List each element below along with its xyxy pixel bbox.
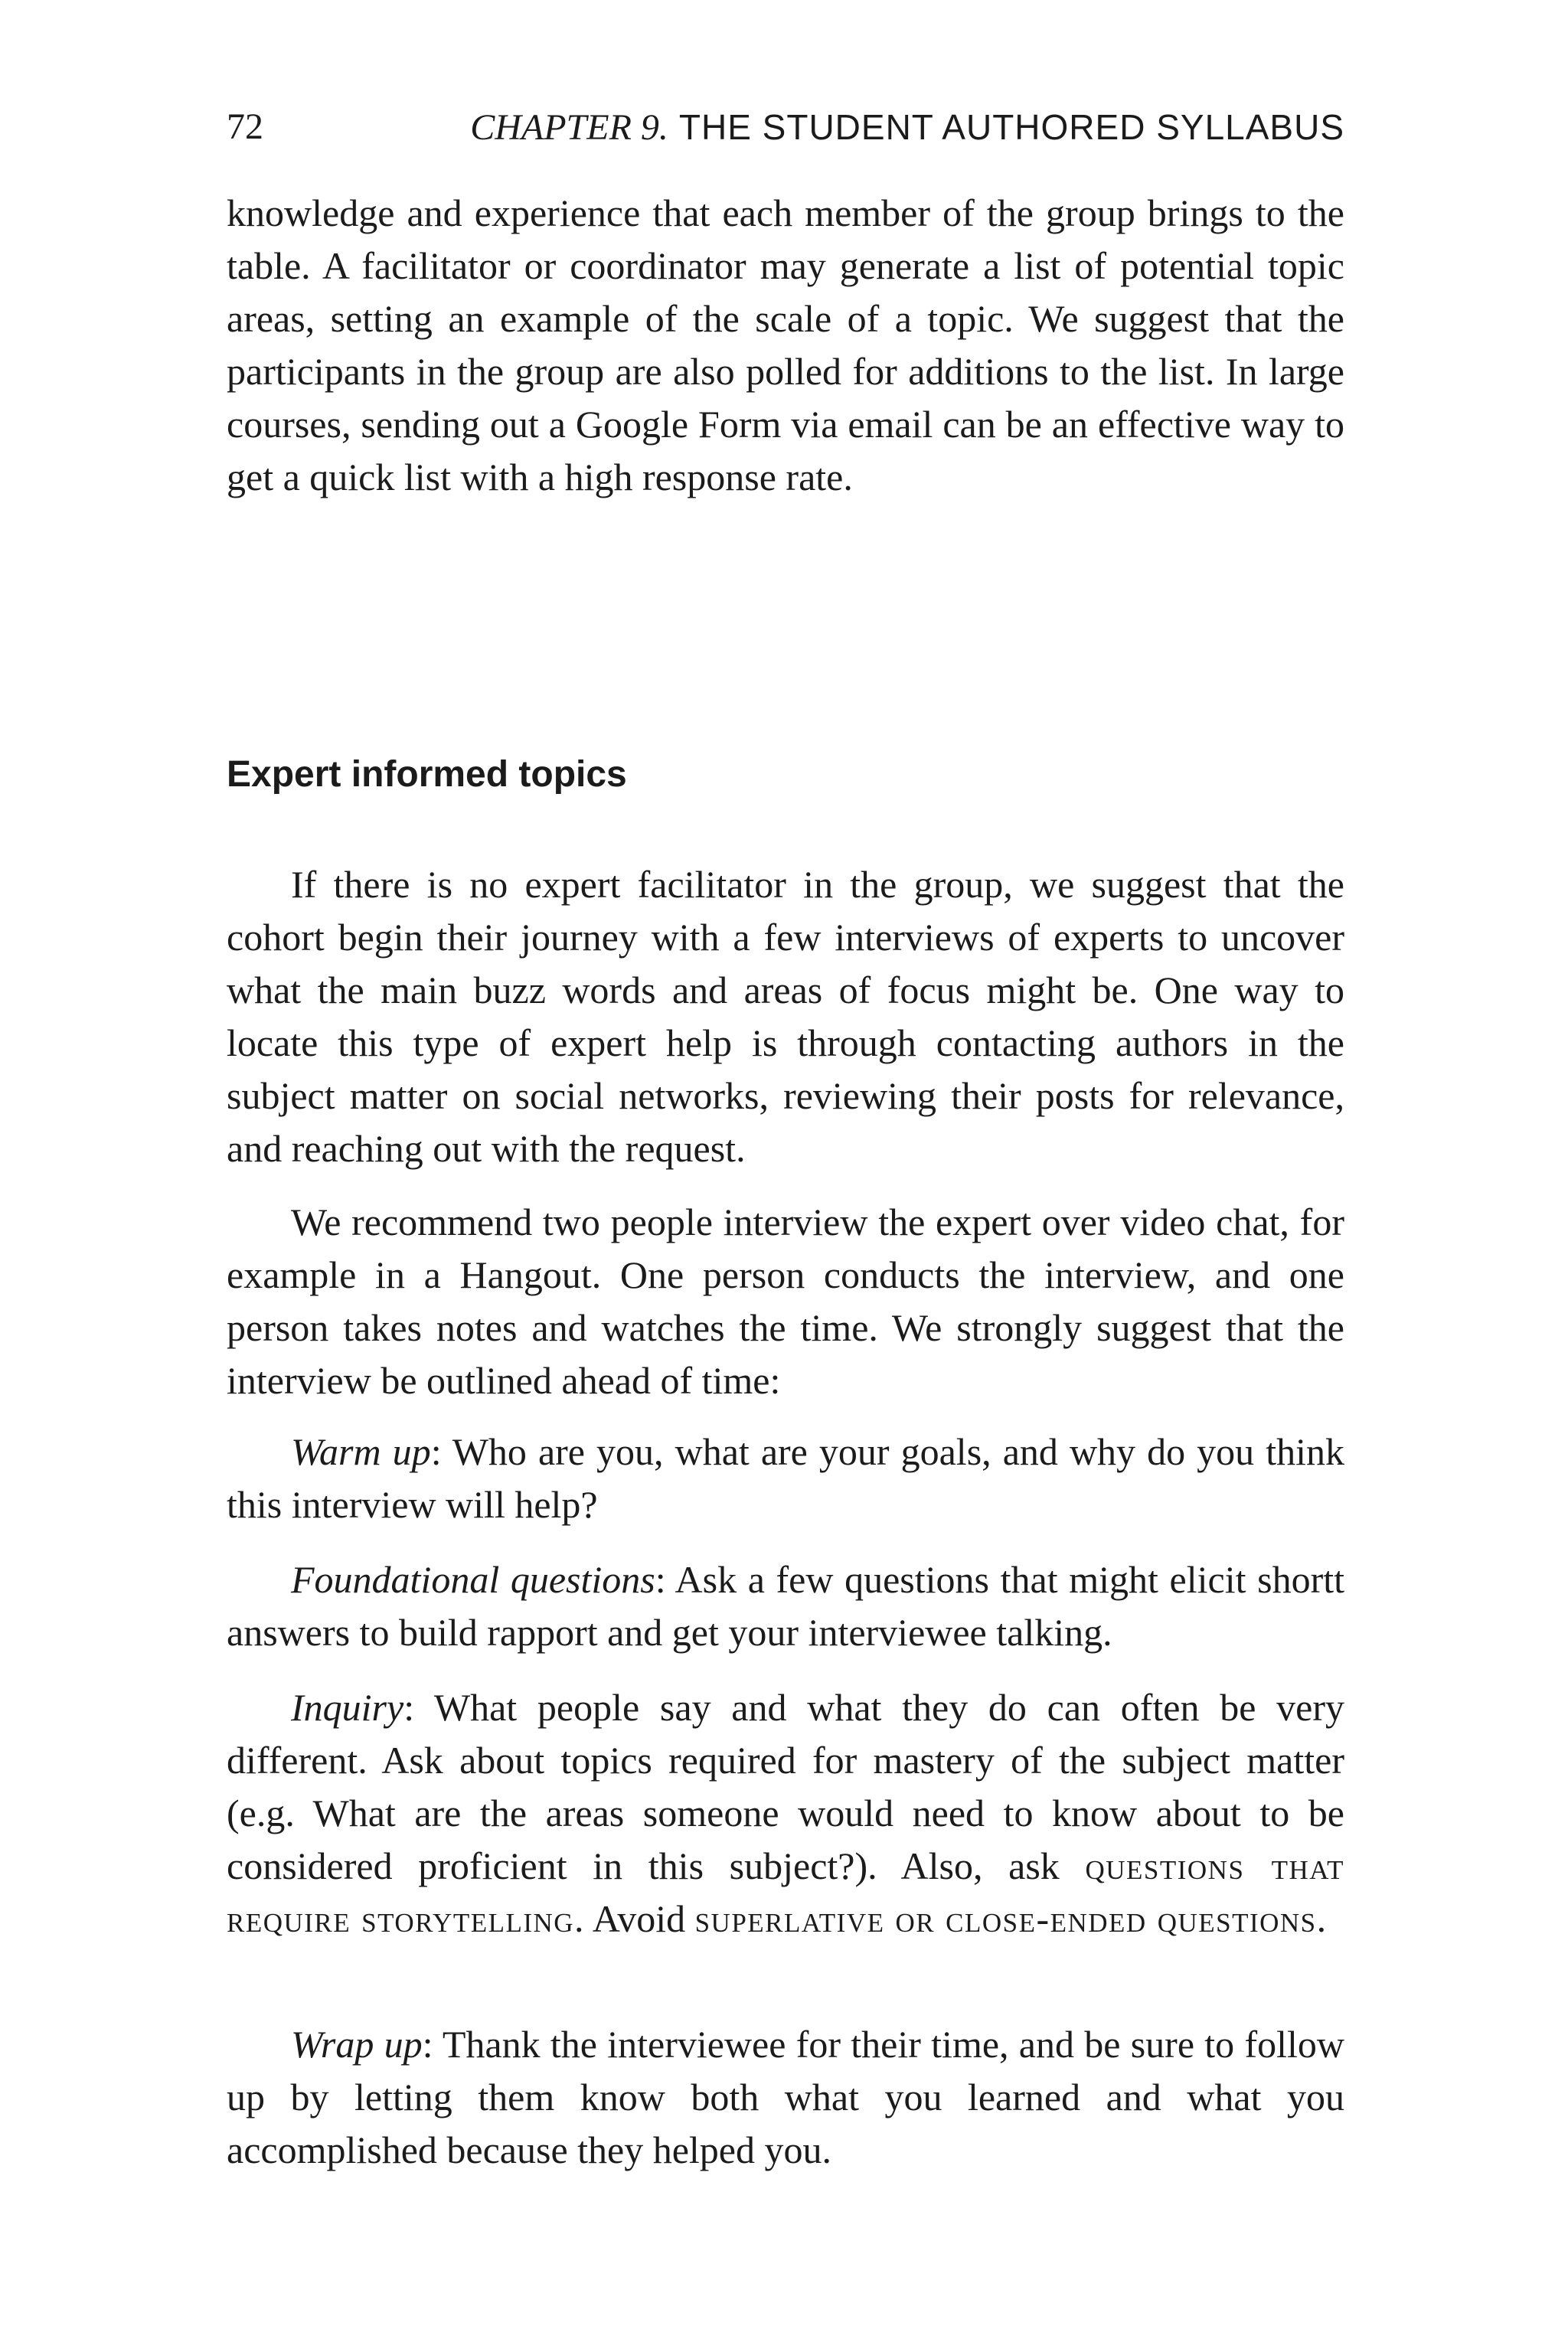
running-head bbox=[227, 104, 1344, 150]
running-title bbox=[470, 104, 1344, 151]
outline-item-wrap-up bbox=[227, 2018, 1344, 2177]
chapter-label: CHAPTER 9. bbox=[470, 107, 668, 148]
outline-term: Wrap up bbox=[291, 2023, 423, 2066]
outline-item-inquiry bbox=[227, 1681, 1344, 1945]
book-title: THE STUDENT AUTHORED SYLLABUS bbox=[678, 107, 1344, 147]
outline-text: Avoid bbox=[585, 1897, 695, 1940]
intro-paragraph: knowledge and experience that each member of the group brings to the table. A facilitator or coordinator may generate a list of potential topic areas, setting an example of the scale of a topic. We suggest that the participants in the group are also polled for additions to the list. In large courses, sending out a Google Form via email can be an effective way to get a quick list with a high response rate. bbox=[227, 191, 1344, 498]
smallcaps-phrase: questions that require storytelling. bbox=[227, 1844, 1345, 1940]
body-paragraph: If there is no expert facilitator in the group, we suggest that the cohort begin their journey with a few interviews of experts to uncover what the main buzz words and areas of focus might be. One way to locate this type of expert help is through contacting authors in the subject matter on social networks, reviewing their posts for relevance, and reaching out with the request. bbox=[227, 863, 1344, 1170]
book-page bbox=[227, 0, 1344, 2352]
outline-text: : Ask a few questions that might elicit shortt answers to build rapport and get your interviewee talking. bbox=[227, 1558, 1345, 1654]
outline-text: : What people say and what they do can often be very different. Ask about topics required for mastery of the subject matter (e.g. What are the areas someone would need to know about to be considered proficient in this subject?). Also, ask bbox=[227, 1686, 1344, 1887]
outline-item-warm-up bbox=[227, 1426, 1344, 1531]
smallcaps-phrase: superlative or close-ended questions. bbox=[694, 1897, 1328, 1940]
outline-text: : Who are you, what are your goals, and why do you think this interview will help? bbox=[227, 1430, 1344, 1526]
body-paragraph: We recommend two people interview the expert over video chat, for example in a Hangout. One person conducts the interview, and one person takes notes and watches the time. We strongly suggest that the interview be outlined ahead of time: bbox=[227, 1200, 1344, 1402]
section-heading: Expert informed topics bbox=[227, 754, 627, 795]
outline-text: : Thank the interviewee for their time, and be sure to follow up by letting them know both what you learned and what you accomplished because they helped you. bbox=[227, 2023, 1344, 2171]
outline-term: Inquiry bbox=[291, 1686, 404, 1729]
page-number: 72 bbox=[227, 106, 263, 147]
outline-term: Warm up bbox=[291, 1430, 431, 1473]
outline-item-foundational-questions bbox=[227, 1553, 1344, 1659]
outline-term: Foundational questions bbox=[291, 1558, 655, 1601]
